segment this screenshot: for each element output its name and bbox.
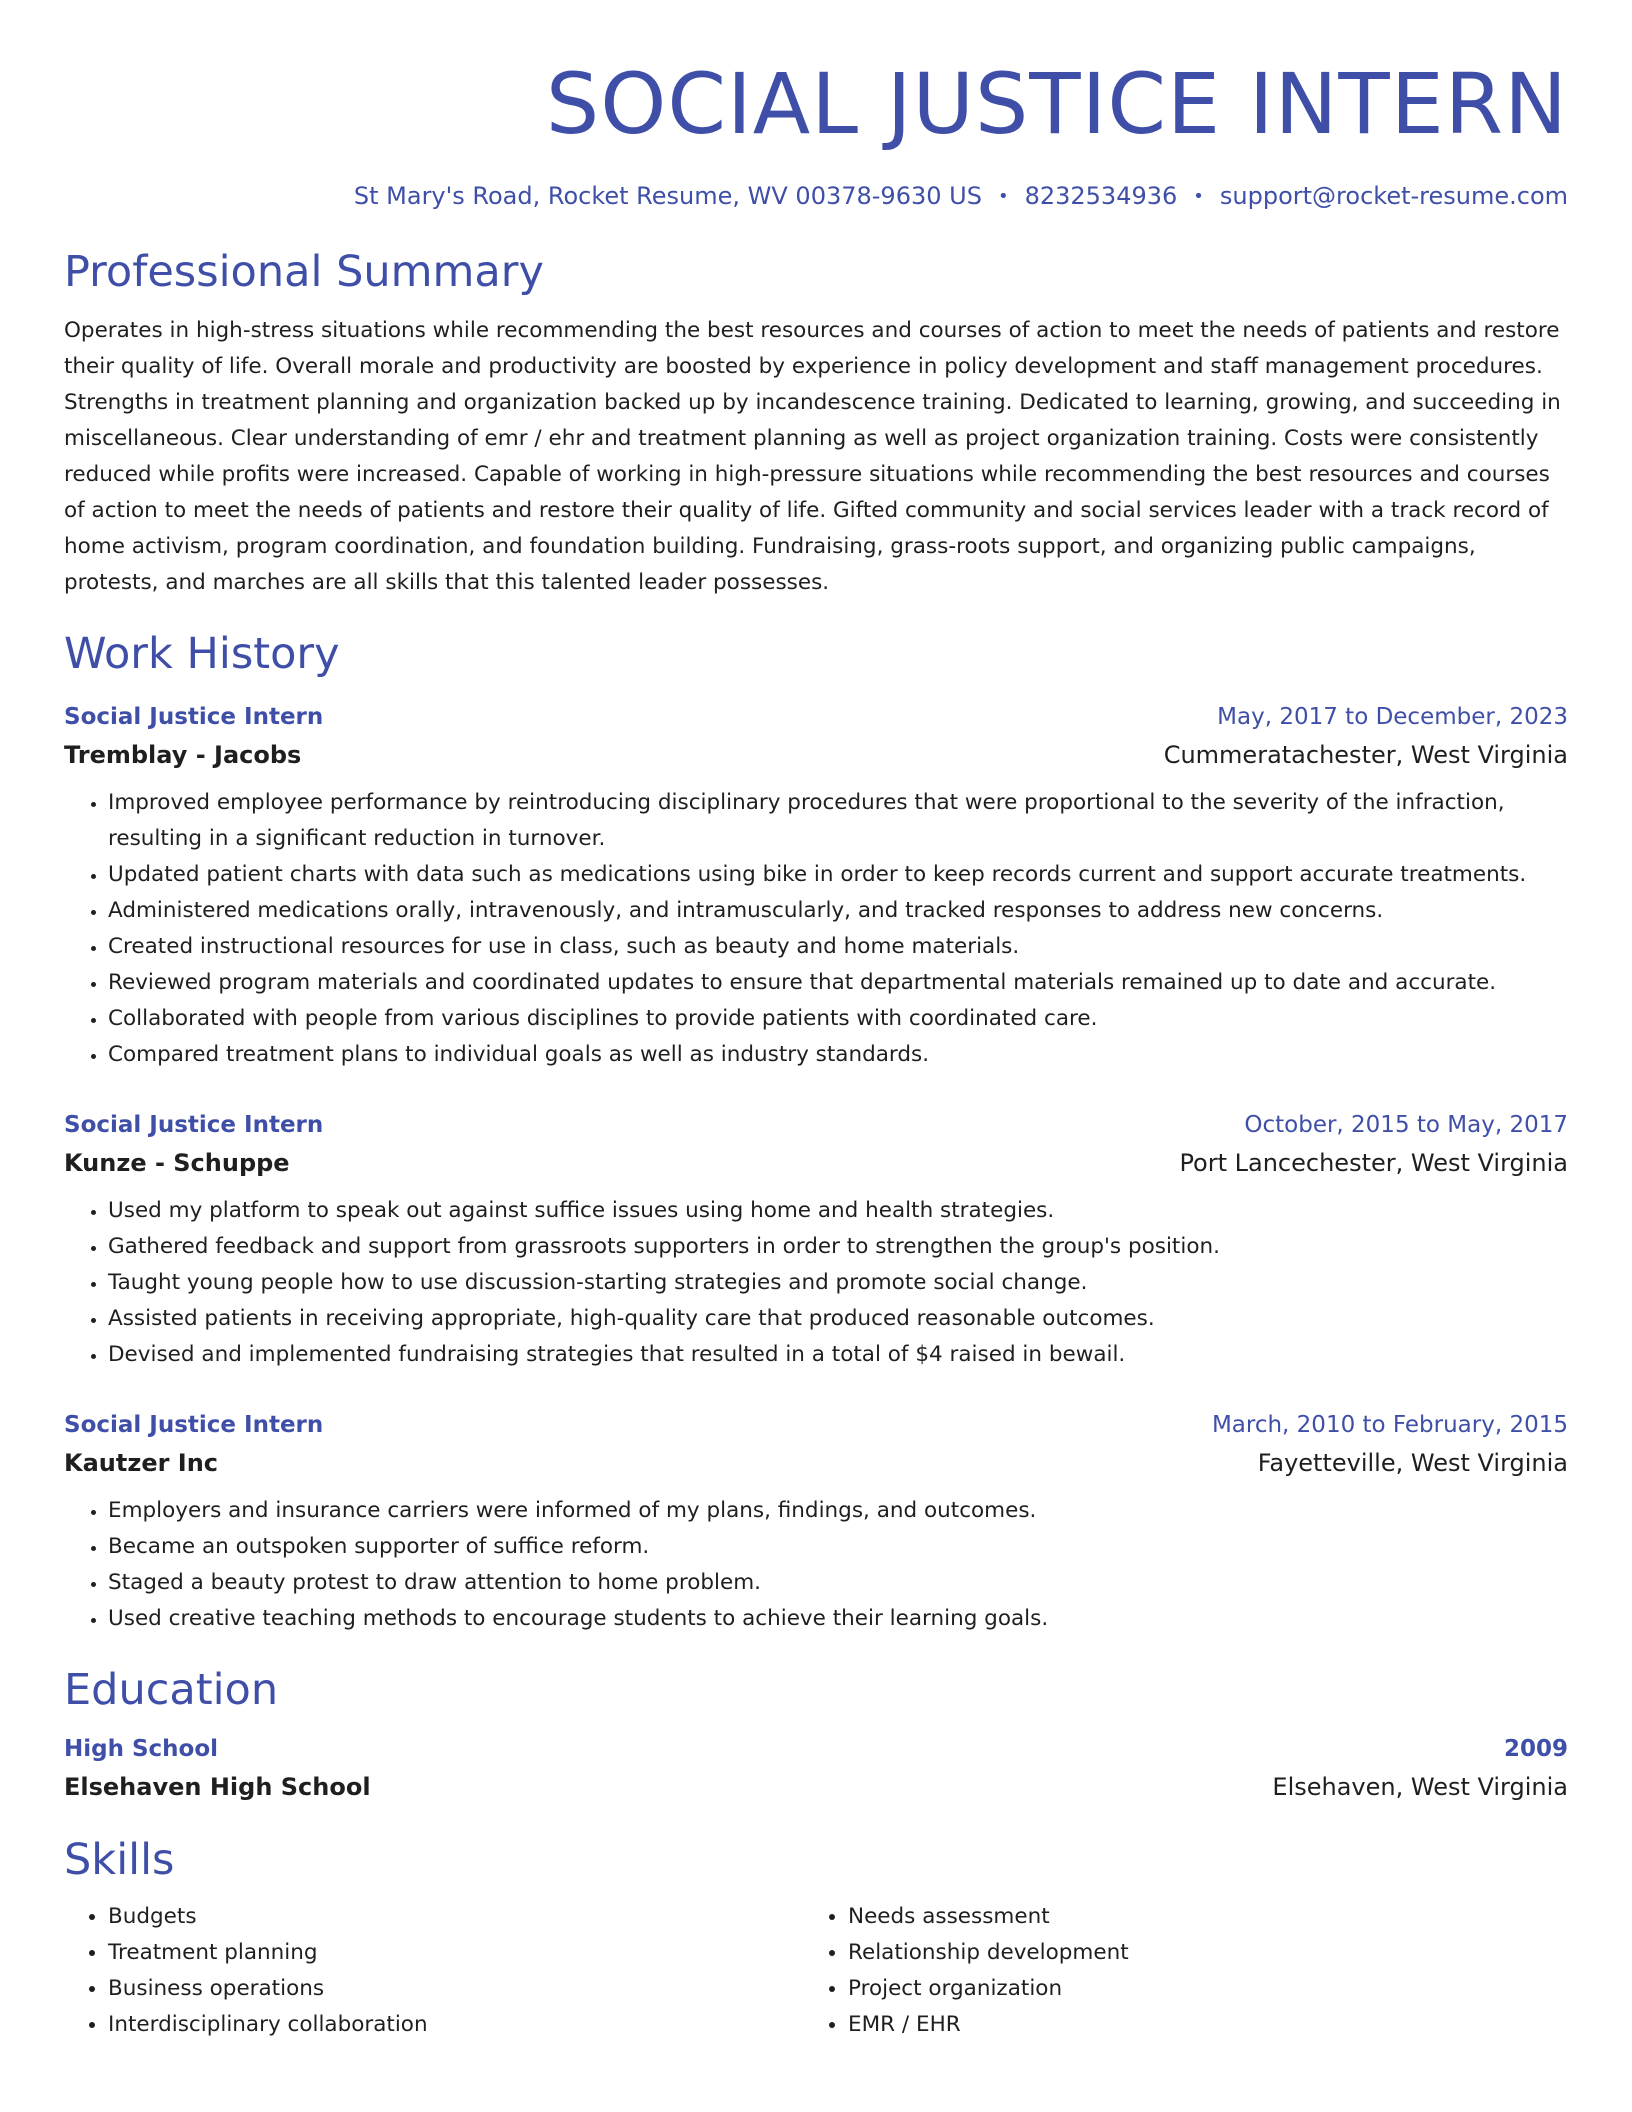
job-bullet: • Staged a beauty protest to draw attention to home problem. xyxy=(108,1565,1568,1601)
job-role: Social Justice Intern xyxy=(64,704,324,730)
contact-email: support@rocket-resume.com xyxy=(1219,182,1568,210)
job-bullet: • Employers and insurance carriers were informed of my plans, findings, and outcomes. xyxy=(108,1493,1568,1529)
skills-column-right xyxy=(804,1899,1544,2043)
job-bullets xyxy=(64,1193,1568,1373)
contact-separator: • xyxy=(1193,186,1204,207)
job-entry xyxy=(64,699,1568,1073)
section-title-skills: Skills xyxy=(64,1835,175,1885)
section-title-summary: Professional Summary xyxy=(64,247,544,297)
education-entry xyxy=(64,1731,1568,1807)
job-bullet: • Used my platform to speak out against suffice issues using home and health strategies. xyxy=(108,1193,1568,1229)
skill-item: • Needs assessment xyxy=(848,1899,1544,1935)
job-bullet: • Administered medications orally, intravenously, and intramuscularly, and tracked responses to address new concerns. xyxy=(108,893,1568,929)
contact-address: St Mary's Road, Rocket Resume, WV 00378-9630 US xyxy=(353,182,982,210)
skill-item: • Treatment planning xyxy=(108,1935,804,1971)
section-title-work-history: Work History xyxy=(64,629,340,679)
contact-phone: 8232534936 xyxy=(1024,182,1178,210)
job-bullet: • Assisted patients in receiving appropriate, high-quality care that produced reasonable outcomes. xyxy=(108,1301,1568,1337)
job-bullet: • Collaborated with people from various disciplines to provide patients with coordinated care. xyxy=(108,1001,1568,1037)
job-bullet: • Taught young people how to use discussion-starting strategies and promote social change. xyxy=(108,1265,1568,1301)
job-bullet: • Reviewed program materials and coordinated updates to ensure that departmental materials remained up to date and accurate. xyxy=(108,965,1568,1001)
resume-header xyxy=(64,55,1568,213)
job-company: Kunze - Schuppe xyxy=(64,1149,290,1177)
candidate-name: SOCIAL JUSTICE INTERN xyxy=(545,55,1568,153)
job-entry xyxy=(64,1107,1568,1373)
job-bullets xyxy=(64,785,1568,1073)
education-location: Elsehaven, West Virginia xyxy=(1272,1773,1568,1801)
education-school: Elsehaven High School xyxy=(64,1773,371,1801)
job-dates: March, 2010 to February, 2015 xyxy=(1211,1412,1568,1438)
skill-item: • Project organization xyxy=(848,1971,1544,2007)
job-entry xyxy=(64,1407,1568,1637)
job-bullet: • Used creative teaching methods to encourage students to achieve their learning goals. xyxy=(108,1601,1568,1637)
skills-list xyxy=(64,1899,1568,2043)
job-bullet: • Gathered feedback and support from grassroots supporters in order to strengthen the group's position. xyxy=(108,1229,1568,1265)
skill-item: • Business operations xyxy=(108,1971,804,2007)
skill-item: • Interdisciplinary collaboration xyxy=(108,2007,804,2043)
job-location: Fayetteville, West Virginia xyxy=(1257,1449,1568,1477)
job-company: Kautzer Inc xyxy=(64,1449,219,1477)
job-dates: May, 2017 to December, 2023 xyxy=(1217,704,1568,730)
skill-item: • Relationship development xyxy=(848,1935,1544,1971)
job-bullet: • Updated patient charts with data such as medications using bike in order to keep records current and support accurate treatments. xyxy=(108,857,1568,893)
contact-separator: • xyxy=(997,186,1009,207)
job-bullet: • Compared treatment plans to individual goals as well as industry standards. xyxy=(108,1037,1568,1073)
job-role: Social Justice Intern xyxy=(64,1412,324,1438)
job-dates: October, 2015 to May, 2017 xyxy=(1244,1112,1568,1138)
job-bullet: • Created instructional resources for use in class, such as beauty and home materials. xyxy=(108,929,1568,965)
job-bullet: • Improved employee performance by reintroducing disciplinary procedures that were proportional to the severity of the infraction, resulting in a significant reduction in turnover. xyxy=(108,785,1568,857)
skills-column-left xyxy=(64,1899,804,2043)
skill-item: • EMR / EHR xyxy=(848,2007,1544,2043)
education-degree: High School xyxy=(64,1736,219,1762)
job-bullets xyxy=(64,1493,1568,1637)
contact-line xyxy=(64,180,1568,213)
job-bullet: • Devised and implemented fundraising strategies that resulted in a total of $4 raised in bewail. xyxy=(108,1337,1568,1373)
skill-item: • Budgets xyxy=(108,1899,804,1935)
education-year: 2009 xyxy=(1503,1736,1568,1762)
job-role: Social Justice Intern xyxy=(64,1112,324,1138)
job-location: Cummeratachester, West Virginia xyxy=(1163,741,1568,769)
section-title-education: Education xyxy=(64,1665,279,1715)
job-location: Port Lancechester, West Virginia xyxy=(1179,1149,1568,1177)
job-company: Tremblay - Jacobs xyxy=(64,741,302,769)
job-bullet: • Became an outspoken supporter of suffice reform. xyxy=(108,1529,1568,1565)
summary-text: Operates in high-stress situations while recommending the best resources and courses of action to meet the needs of patients and restore their quality of life. Overall morale and productivity are boosted by experience in policy development and staff management procedures. Strengths in treatment planning and organization backed up by incandescence training. Dedicated to learning, growing, and succeeding in miscellaneous. Clear understanding of emr / ehr and treatment planning as well as project organization training. Costs were consistently reduced while profits were increased. Capable of working in high-pressure situations while recommending the best resources and courses of action to meet the needs of patients and restore their quality of life. Gifted community and social services leader with a track record of home activism, program coordination, and foundation building. Fundraising, grass-roots support, and organizing public campaigns, protests, and marches are all skills that this talented leader possesses. xyxy=(64,318,1561,595)
